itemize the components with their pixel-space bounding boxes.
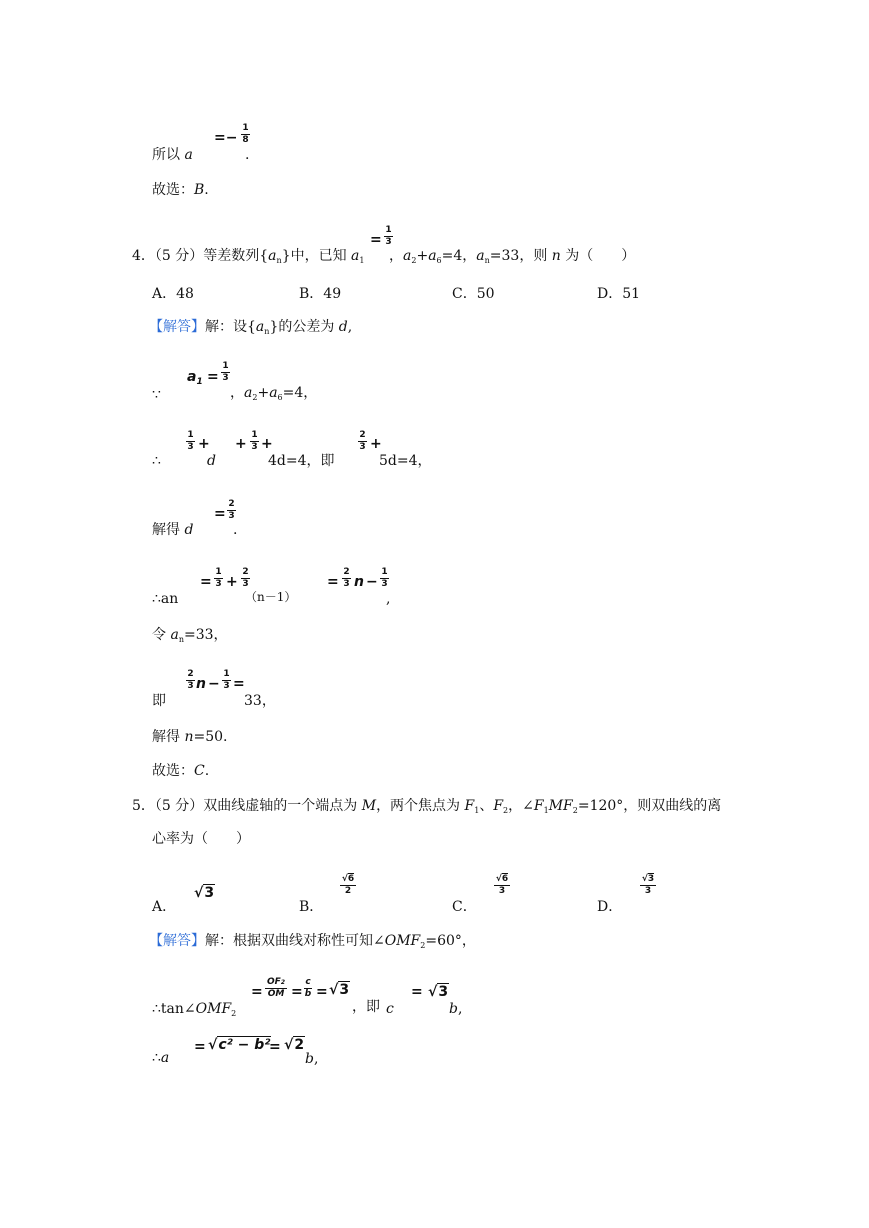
text: =4，	[441, 248, 477, 264]
plus: +	[416, 248, 429, 264]
numerator: 2	[187, 669, 194, 679]
eq-sign: =	[194, 1039, 206, 1055]
text: =50.	[193, 729, 228, 745]
var-d: d	[207, 453, 216, 469]
denominator: 3	[644, 886, 652, 896]
numerator: 1	[242, 123, 249, 133]
var: d	[338, 319, 348, 335]
fraction-c-b	[304, 978, 312, 999]
text: 解得	[152, 522, 185, 538]
question-5-stem-2: 心率为（ ）	[152, 831, 250, 847]
numerator: 1	[222, 361, 229, 371]
eq-sign: =	[370, 232, 382, 248]
eq-sign: =	[316, 984, 328, 1000]
subscript: 1	[196, 377, 203, 387]
text: =120°，则双曲线的离	[577, 798, 722, 814]
text: ,	[313, 1051, 319, 1067]
var: a	[428, 248, 437, 264]
var: a	[160, 1050, 170, 1066]
text: }中，已知	[281, 248, 352, 264]
var: a	[476, 248, 485, 264]
numerator: 1	[251, 430, 258, 440]
subscript: 1	[474, 806, 480, 815]
fraction-1-3	[186, 431, 195, 452]
numerator: 2	[359, 430, 366, 440]
var-c: c	[386, 1001, 394, 1017]
option-b: B．49	[299, 286, 342, 302]
text: 4d=4，即	[268, 453, 335, 469]
fraction-1-3	[250, 431, 259, 452]
choose-label: 故选：	[152, 182, 194, 198]
sqrt-c2-b2: √c² − b²	[208, 1037, 271, 1053]
numerator: 2	[242, 567, 249, 577]
text: 所以	[152, 147, 185, 163]
eq-sign: =	[251, 984, 263, 1000]
period: .	[204, 182, 209, 198]
subscript: 1	[359, 256, 365, 265]
solve-d-line	[152, 523, 193, 537]
answer-letter: C	[194, 763, 205, 779]
fraction-2-3	[227, 500, 236, 521]
period: .	[204, 763, 210, 779]
text: 5．（5 分）双曲线虚轴的一个端点为	[132, 798, 362, 814]
denominator: 3	[187, 442, 194, 452]
radicand: 3	[647, 874, 655, 884]
solution-4-intro	[149, 320, 352, 334]
text: b	[449, 1001, 458, 1017]
text: 33，	[244, 693, 276, 709]
text: ，∠	[508, 798, 534, 814]
answer-tag: 【解答】	[149, 933, 205, 949]
text: 解：根据双曲线对称性可知∠	[205, 933, 385, 949]
eq-sign: =	[327, 574, 339, 590]
subscript: 2	[572, 806, 578, 815]
plus: +	[226, 574, 238, 590]
plus: +	[257, 385, 270, 401]
denominator: 8	[242, 135, 249, 145]
numerator: 2	[228, 499, 235, 509]
text: 5d=4，	[379, 453, 432, 469]
text: ，	[389, 248, 403, 264]
option-c: C．50	[452, 286, 495, 302]
radicand: 2	[294, 1037, 305, 1053]
text: （n－1）	[245, 590, 297, 604]
option-a: A．48	[152, 286, 194, 302]
text: ∴an	[152, 591, 179, 607]
denominator: b	[304, 989, 312, 999]
denominator: 3	[222, 373, 229, 383]
fraction-2-3	[186, 670, 195, 691]
denominator: OM	[267, 989, 285, 999]
minus: −	[208, 676, 220, 692]
denominator: 3	[187, 681, 194, 691]
var: a	[403, 248, 412, 264]
plus: +	[370, 436, 382, 452]
text: 、	[479, 798, 494, 814]
text: b	[305, 1051, 314, 1067]
radicand: 3	[339, 982, 350, 998]
var-b	[449, 1002, 462, 1016]
text: ∴	[152, 1050, 161, 1066]
text: =4，	[282, 385, 318, 401]
denominator: 3	[381, 579, 388, 589]
text: ，两个焦点为	[376, 798, 465, 814]
var: a	[255, 319, 265, 335]
numerator: 1	[223, 669, 230, 679]
text: ，即	[352, 999, 380, 1015]
text: =33，则	[489, 248, 552, 264]
text: 4．（5 分）等差数列{	[132, 248, 269, 264]
var: MF	[548, 798, 573, 814]
fraction-1-3	[222, 670, 231, 691]
therefore-symbol: ∴	[152, 453, 161, 469]
subscript: 6	[277, 393, 283, 402]
subscript: n	[276, 256, 282, 265]
text: 为（ ）	[560, 248, 636, 264]
subscript: n	[178, 635, 184, 644]
option-c-fraction	[494, 875, 510, 896]
denominator: 3	[223, 681, 230, 691]
answer-line-4	[152, 764, 209, 778]
period: .	[245, 147, 250, 163]
answer-letter: B	[194, 182, 205, 198]
text: ,	[386, 591, 391, 607]
text: 令	[152, 627, 171, 643]
plus: +	[235, 436, 247, 452]
period: .	[233, 522, 238, 538]
radicand: c² − b²	[218, 1037, 271, 1053]
answer-tag: 【解答】	[149, 319, 205, 335]
var: a	[269, 385, 278, 401]
subscript: 1	[543, 806, 549, 815]
option-d-fraction	[640, 875, 656, 896]
eq-sign: =	[214, 506, 226, 522]
sqrt-3: √3	[428, 984, 449, 1000]
radicand: 6	[347, 874, 355, 884]
fraction-2-3	[342, 568, 351, 589]
subscript: 2	[420, 941, 426, 950]
numerator: 1	[385, 225, 392, 235]
var: d	[184, 522, 194, 538]
numerator: 2	[343, 567, 350, 577]
fraction-1-3	[384, 226, 393, 247]
denominator: 3	[385, 237, 392, 247]
var: OMF	[195, 1001, 232, 1017]
numerator: √6	[495, 874, 509, 884]
fraction-1-3	[221, 362, 230, 383]
var: a	[351, 248, 360, 264]
math-a1	[187, 369, 203, 387]
fraction-1-3	[214, 568, 223, 589]
text: 即	[152, 693, 166, 709]
tan-line-prefix	[152, 1002, 236, 1016]
denominator: 3	[215, 579, 222, 589]
text: ,	[347, 319, 353, 335]
subscript: 2	[280, 979, 285, 986]
question-4-stem	[132, 249, 365, 263]
line-so-a	[152, 148, 193, 162]
var: a	[187, 369, 197, 385]
subscript: 2	[503, 806, 509, 815]
denominator: 3	[242, 579, 249, 589]
var: n	[551, 248, 561, 264]
subscript: 2	[252, 393, 258, 402]
eq-sign: =	[200, 574, 212, 590]
sqrt-3: √3	[329, 982, 350, 998]
question-4-stem-rest	[389, 249, 635, 263]
fraction-2-3	[358, 431, 367, 452]
option-d: D．51	[597, 286, 641, 302]
text: ,	[457, 1001, 463, 1017]
var-a: a	[184, 147, 193, 163]
a-line-prefix	[152, 1051, 169, 1065]
numerator: √6	[341, 874, 355, 884]
fraction-2-3	[241, 568, 250, 589]
option-a-sqrt3: √3	[194, 885, 215, 901]
eq-sign: =	[291, 984, 303, 1000]
denominator: 3	[251, 442, 258, 452]
text: }的公差为	[269, 319, 339, 335]
text: ，	[230, 385, 244, 401]
choose-label: 故选：	[152, 763, 194, 779]
text: =33，	[183, 627, 228, 643]
subscript: 2	[411, 256, 417, 265]
subscript: 2	[231, 1009, 237, 1018]
answer-line-3	[152, 183, 209, 197]
radicand: 3	[438, 984, 449, 1000]
var: F	[533, 798, 544, 814]
radicand: 6	[501, 874, 509, 884]
plus: +	[261, 436, 273, 452]
denominator: 3	[228, 511, 235, 521]
denominator: 2	[344, 886, 352, 896]
var: M	[361, 798, 377, 814]
var: a	[244, 385, 253, 401]
because-symbol: ∵	[152, 387, 161, 403]
var: n	[184, 729, 194, 745]
numerator	[265, 978, 287, 987]
numerator: 1	[187, 430, 194, 440]
plus: +	[198, 436, 210, 452]
solution-5-intro	[149, 934, 476, 948]
subscript: 6	[436, 256, 442, 265]
option-b-label: B．	[299, 899, 324, 915]
denominator: 3	[343, 579, 350, 589]
var: a	[268, 248, 277, 264]
text: OF	[267, 977, 281, 987]
subscript: n	[484, 256, 490, 265]
eq-sign: =	[269, 1039, 281, 1055]
given-line-rest	[230, 386, 317, 400]
numerator: 1	[215, 567, 222, 577]
let-line	[152, 628, 228, 642]
minus: −	[366, 574, 378, 590]
fraction-of2-om	[265, 978, 287, 999]
subscript: n	[264, 327, 270, 336]
text: 解得	[152, 729, 185, 745]
numerator: √3	[641, 874, 655, 884]
var: a	[170, 627, 179, 643]
question-5-stem	[132, 799, 721, 813]
var: OMF	[384, 933, 421, 949]
text: 解：设{	[205, 319, 256, 335]
option-c-label: C．	[452, 899, 477, 915]
sqrt-2: √2	[284, 1037, 305, 1053]
numerator: c	[305, 977, 311, 987]
text: =60°，	[425, 933, 476, 949]
fraction-1-8	[241, 124, 250, 145]
var: F	[464, 798, 475, 814]
var-n: n	[354, 574, 364, 590]
solve-n-line	[152, 730, 227, 744]
var-n: n	[196, 676, 206, 692]
denominator: 3	[359, 442, 366, 452]
option-d-label: D．	[597, 899, 623, 915]
denominator: 3	[498, 886, 506, 896]
text: ∴tan∠	[152, 1001, 196, 1017]
numerator: 1	[381, 567, 388, 577]
option-b-fraction	[340, 875, 356, 896]
fraction-1-3	[380, 568, 389, 589]
eq-minus: =−	[214, 130, 238, 146]
var-b	[305, 1052, 318, 1066]
option-a-label: A．	[152, 899, 177, 915]
eq-sign: =	[207, 369, 219, 385]
radicand: 3	[204, 885, 215, 901]
eq-sign: =	[411, 984, 423, 1000]
eq-sign: =	[233, 676, 245, 692]
var: F	[493, 798, 504, 814]
